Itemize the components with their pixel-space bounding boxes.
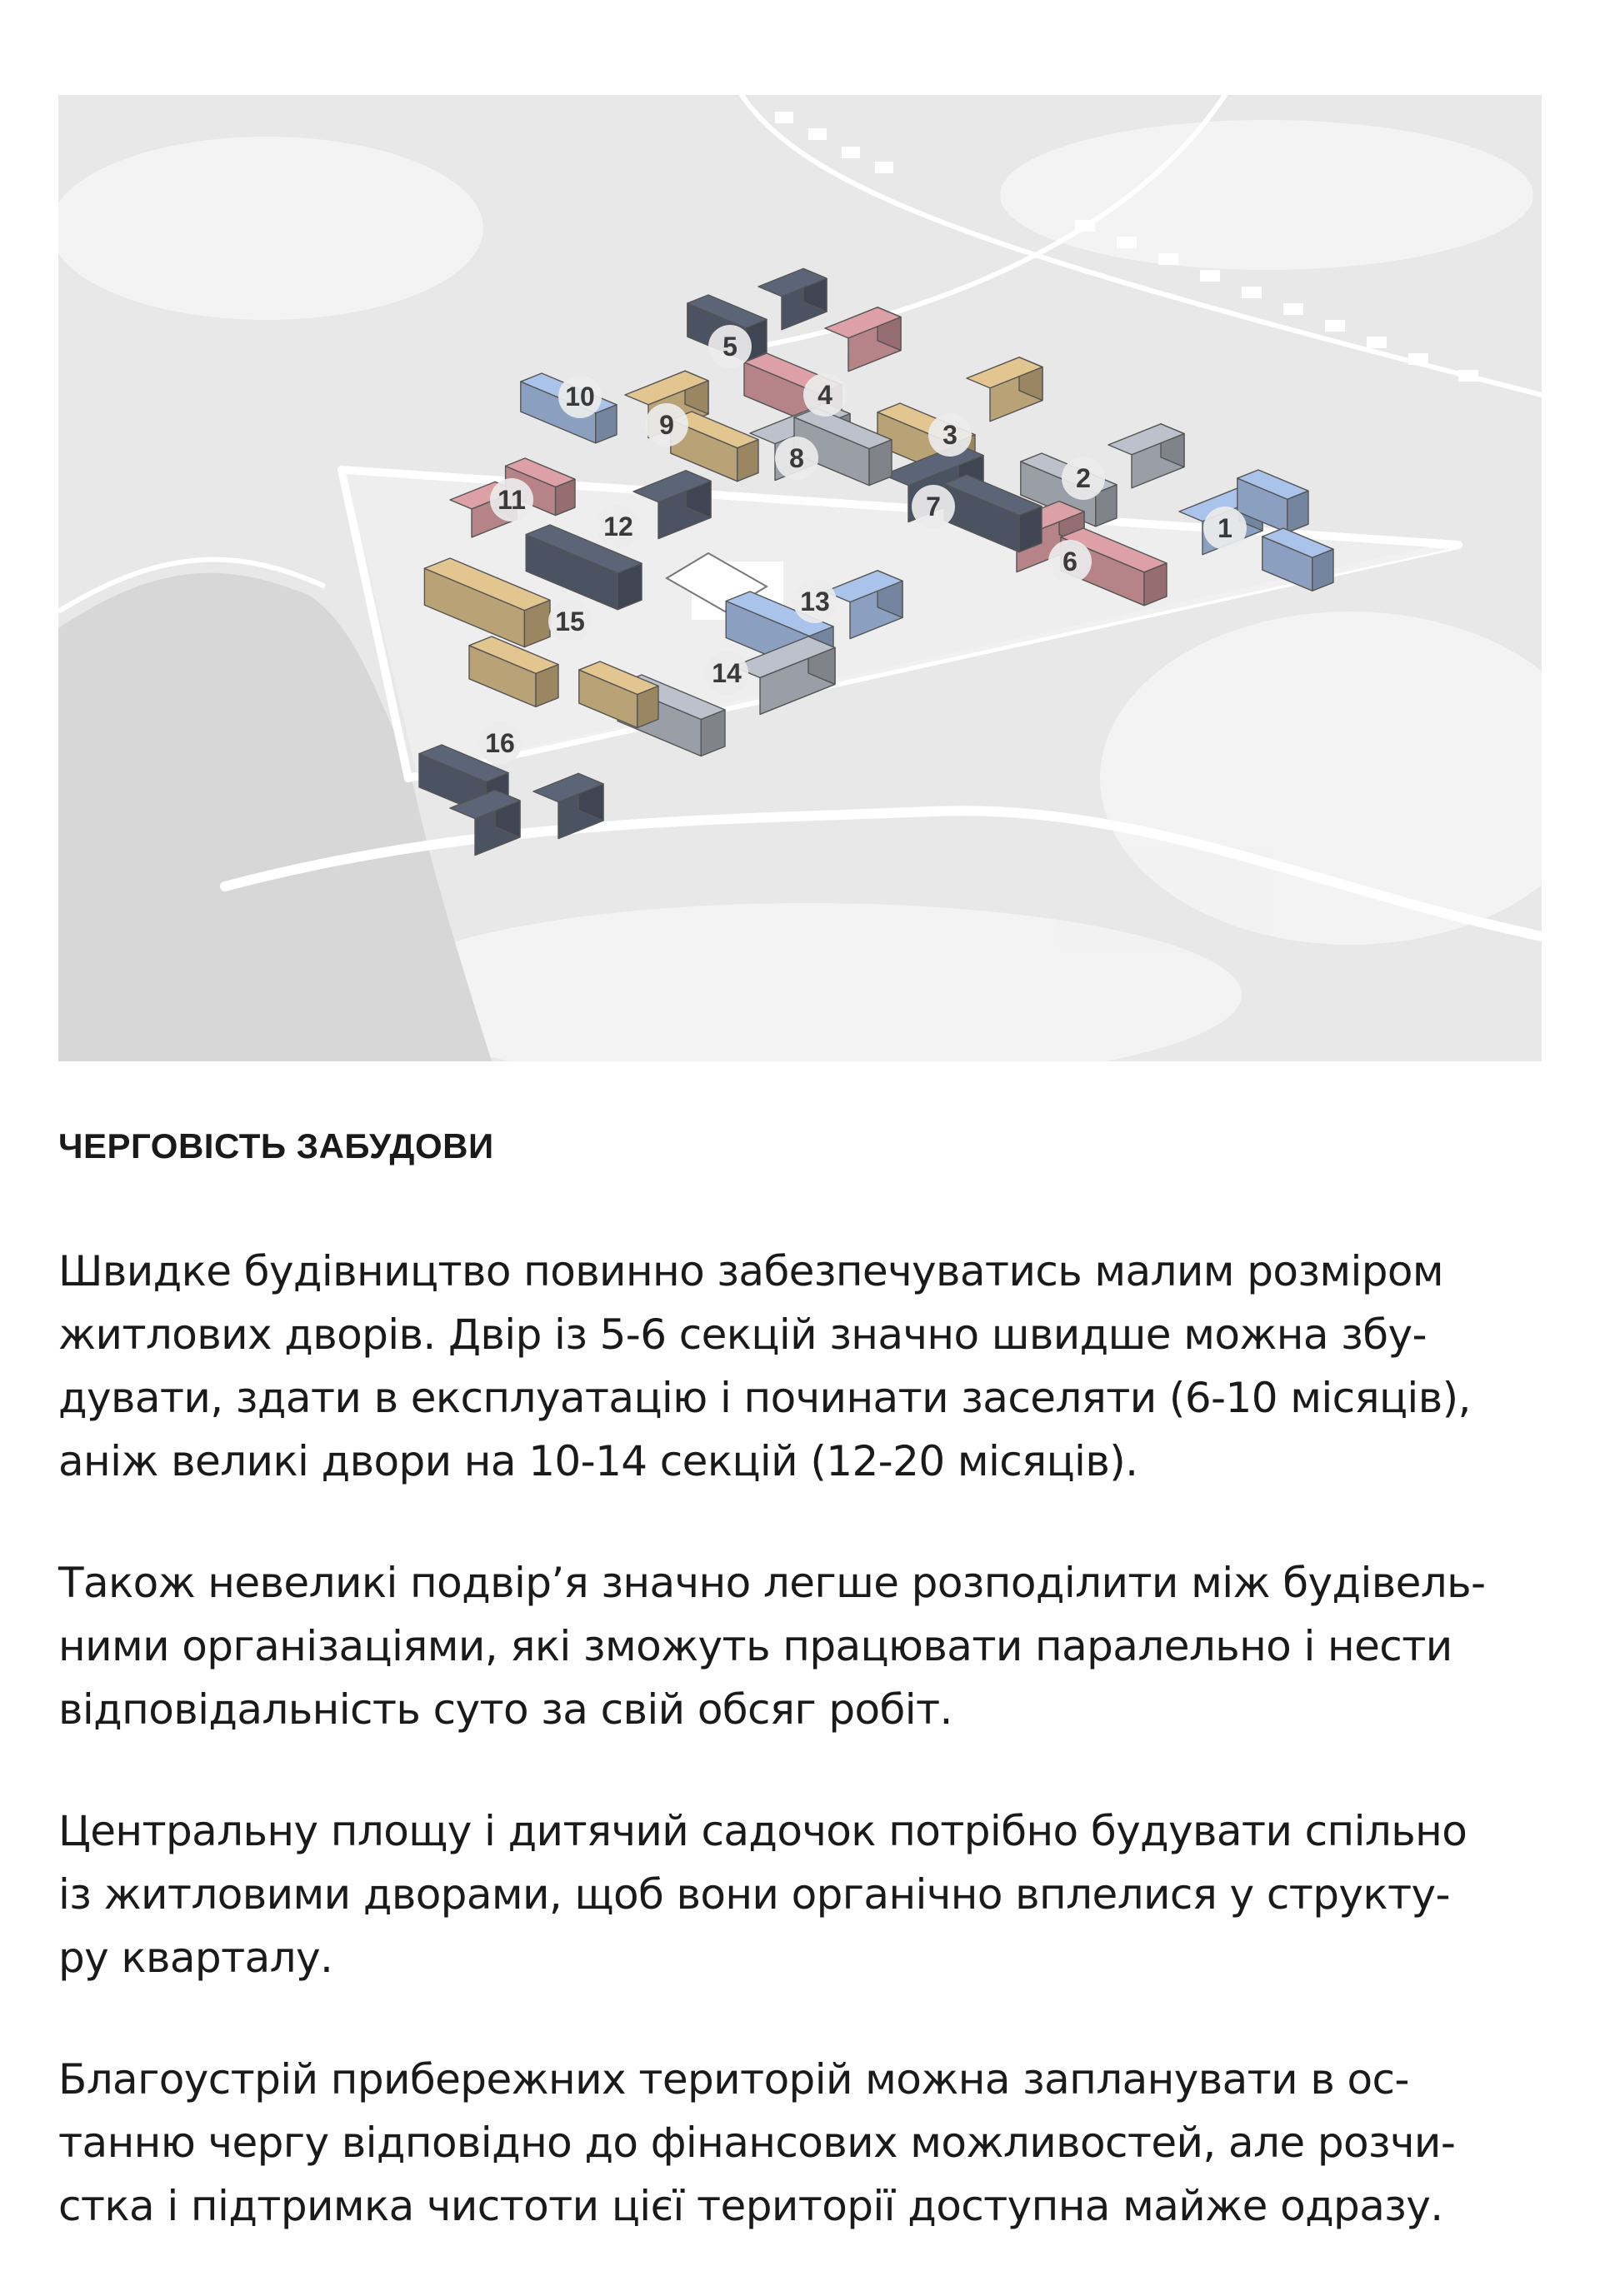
paragraph-line: дувати, здати в експлуатацію і починати заселяти (6-10 місяців), xyxy=(58,1374,1471,1422)
paragraph-line: Центральну площу і дитячий садочок потрібно будувати спільно xyxy=(58,1807,1468,1855)
block-number-label-15: 15 xyxy=(555,606,585,636)
paragraph-line: ру кварталу. xyxy=(58,1934,333,1982)
paragraph-line: аніж великі двори на 10-14 секцій (12-20 місяців). xyxy=(58,1437,1138,1485)
paragraph-line: із житловими дворами, щоб вони органічно вплелися у структу- xyxy=(58,1870,1450,1919)
paragraph-line: танню чергу відповідно до фінансових можливостей, але розчи- xyxy=(58,2119,1456,2167)
block-number-label-3: 3 xyxy=(942,420,958,450)
block-number-label-9: 9 xyxy=(659,410,674,440)
paragraph-line: стка і підтримка чистоти цієї території доступна майже одразу. xyxy=(58,2182,1443,2230)
block-number-label-12: 12 xyxy=(603,512,633,542)
block-number-label-8: 8 xyxy=(789,443,804,473)
block-number-label-7: 7 xyxy=(926,492,941,522)
block-number-label-6: 6 xyxy=(1062,547,1078,576)
paragraph-line: Благоустрій прибережних територій можна запланувати в ос- xyxy=(58,2055,1409,2104)
paragraph-3 xyxy=(58,1799,1542,1989)
block-number-label-10: 10 xyxy=(565,382,595,412)
site-phasing-diagram xyxy=(58,95,1542,1061)
block-number-label-16: 16 xyxy=(485,728,515,758)
paragraph-line: Також невеликі подвір’я значно легше розподілити між будівель- xyxy=(58,1559,1486,1607)
block-number-label-13: 13 xyxy=(800,586,830,616)
paragraph-1 xyxy=(58,1240,1542,1493)
body-text xyxy=(58,1240,1542,2296)
paragraph-line: житлових дворів. Двір із 5-6 секцій значно швидше можна збу- xyxy=(58,1310,1427,1359)
paragraph-line: Швидке будівництво повинно забезпечуватись малим розміром xyxy=(58,1247,1443,1295)
paragraph-line: відповідальність суто за свій обсяг робіт. xyxy=(58,1685,952,1734)
paragraph-2 xyxy=(58,1551,1542,1741)
paragraph-4 xyxy=(58,2048,1542,2238)
block-number-label-14: 14 xyxy=(712,658,742,688)
block-number-label-1: 1 xyxy=(1218,513,1232,543)
block-number-label-5: 5 xyxy=(722,332,738,362)
block-number-label-4: 4 xyxy=(818,380,832,410)
paragraph-line: ними організаціями, які зможуть працювати паралельно і нести xyxy=(58,1622,1452,1670)
block-number-label-2: 2 xyxy=(1076,463,1091,493)
section-heading: ЧЕРГОВІСТЬ ЗАБУДОВИ xyxy=(58,1126,494,1165)
block-number-label-11: 11 xyxy=(498,485,526,515)
